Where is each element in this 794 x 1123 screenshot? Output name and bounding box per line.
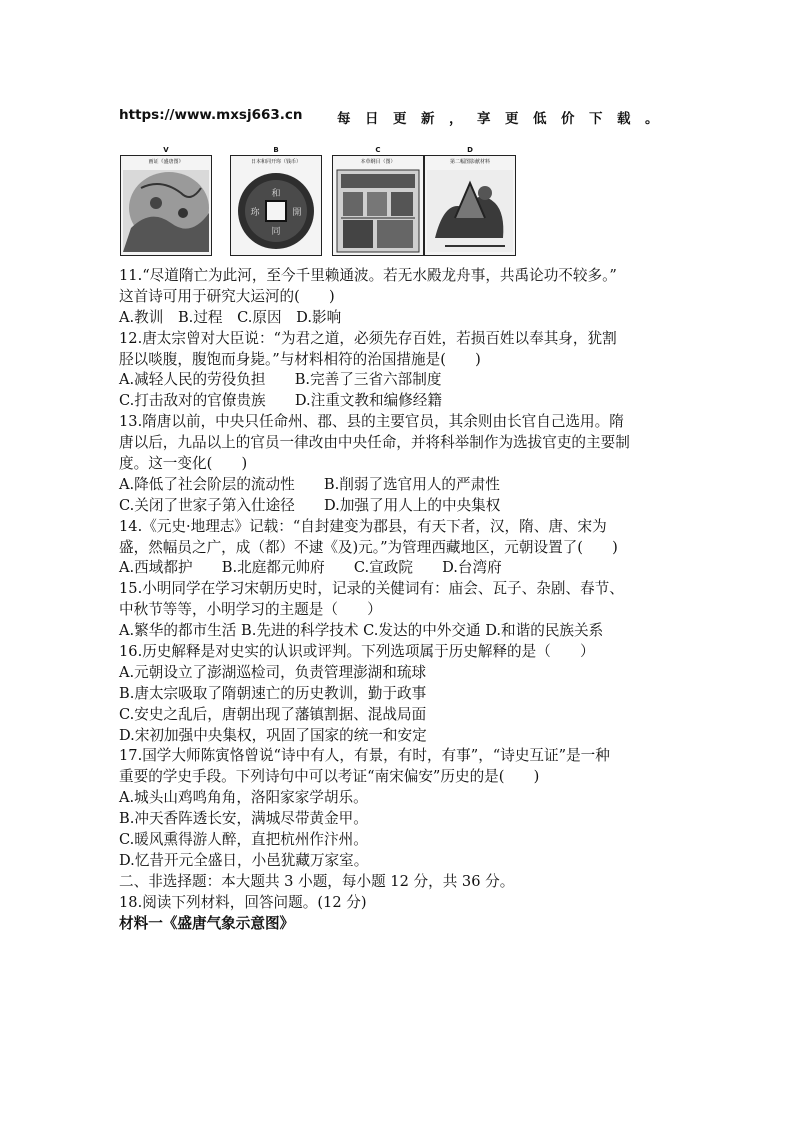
text-line: 16.历史解释是对史实的认识或评判。下列选项属于历史解释的是（ ） <box>119 643 595 661</box>
svg-text:同: 同 <box>271 227 281 237</box>
text-line: B.冲天香阵透长安，满城尽带黄金甲。 <box>119 810 368 828</box>
figure-b <box>230 146 322 256</box>
figure-caption: 本草纲目（图） <box>360 159 396 165</box>
figure-caption: 第二幅图影献材料 <box>449 159 490 165</box>
text-line: 12.唐太宗曾对大臣说：“为君之道，必须先存百姓，若损百姓以奉其身，犹割 <box>119 329 617 347</box>
text-line: A.繁华的都市生活 B.先进的科学技术 C.发达的中外交通 D.和谐的民族关系 <box>119 622 604 640</box>
text-line: 中秋节等等，小明学习的主题是（ ） <box>119 601 382 619</box>
svg-text:和: 和 <box>271 189 281 199</box>
option-figures <box>120 146 510 258</box>
page-header <box>119 107 679 129</box>
text-line: 18.阅读下列材料，回答问题。(12 分) <box>119 893 367 911</box>
text-line: C.打击敌对的官僚贵族 D.注重文教和编修经籍 <box>119 392 442 410</box>
text-line: 17.国学大师陈寅恪曾说“诗中有人，有景，有时，有事”，“诗史互证”是一种 <box>119 747 610 765</box>
coin-image-icon <box>231 168 321 254</box>
text-line: 二、非选择题：本大题共 3 小题，每小题 12 分，共 36 分。 <box>119 872 515 890</box>
text-line: D.忆昔开元全盛日，小邑犹藏万家室。 <box>119 851 369 869</box>
text-line: C.关闭了世家子第入仕途径 D.加强了用人上的中央集权 <box>119 496 501 514</box>
figure-frame <box>332 155 424 256</box>
text-line: 15.小明同学在学习宋朝历史时，记录的关健词有：庙会、瓦子、杂剧、春节、 <box>119 580 624 598</box>
map-image-icon <box>121 168 211 254</box>
text-line: A.降低了社会阶层的流动性 B.削弱了选官用人的严肃性 <box>119 475 500 493</box>
figure-caption: 日本和同开珎（钱币） <box>250 159 301 165</box>
text-line: 13.隋唐以前，中央只任命州、郡、县的主要官员，其余则由长官自己选用。隋 <box>119 413 624 431</box>
text-line: 胫以啖腹，腹饱而身毙。”与材料相符的治国措施是( ) <box>119 350 481 368</box>
text-line: 唐以后，九品以上的官员一律改由中央任命，并将科举制作为选拔官吏的主要制 <box>119 434 630 452</box>
figure-letter: C <box>375 146 381 154</box>
figure-caption: 画证《盛唐图》 <box>148 159 184 165</box>
sketch-image-icon <box>425 168 515 254</box>
text-line: D.宋初加强中央集权，巩固了国家的统一和安定 <box>119 726 427 744</box>
text-line: A.西域都护 B.北庭都元帅府 C.宣政院 D.台湾府 <box>119 559 502 577</box>
text-line: B.唐太宗吸取了隋朝速亡的历史教训，勤于政事 <box>119 684 427 702</box>
text-line: A.教训 B.过程 C.原因 D.影响 <box>119 308 342 326</box>
figure-letter: D <box>467 146 473 154</box>
website-url-link[interactable]: https://www.mxsj663.cn <box>119 107 303 123</box>
material-title: 材料一《盛唐气象示意图》 <box>119 914 295 932</box>
text-line: A.减轻人民的劳役负担 B.完善了三省六部制度 <box>119 371 442 389</box>
text-line: 14.《元史·地理志》记载：“自封建变为郡县，有天下者，汉，隋、唐、宋为 <box>119 517 607 535</box>
figure-frame <box>424 155 516 256</box>
svg-text:珎: 珎 <box>250 208 260 218</box>
question-content <box>119 266 685 935</box>
svg-text:開: 開 <box>292 208 302 218</box>
text-line: 度。这一变化( ) <box>119 455 248 473</box>
book-page-image-icon <box>333 168 423 254</box>
figure-c <box>332 146 424 256</box>
text-line: A.元朝设立了澎湖巡检司，负责管理澎湖和琉球 <box>119 663 427 681</box>
text-line: 盛，然幅员之广，成（都）不逮《及)元。”为管理西藏地区，元朝设置了( ) <box>119 538 618 556</box>
text-line: A.城头山鸡鸣角角，洛阳家家学胡乐。 <box>119 789 368 807</box>
text-line: 这首诗可用于研究大运河的( ) <box>119 287 335 305</box>
text-line: C.安史之乱后，唐朝出现了藩镇割据、混战局面 <box>119 705 427 723</box>
figure-letter: B <box>273 146 279 154</box>
figure-d <box>424 146 516 256</box>
figure-frame <box>230 155 322 256</box>
text-line: 11.“尽道隋亡为此河，至今千里赖通波。若无水殿龙舟事，共禹论功不较多。” <box>119 267 617 284</box>
figure-frame <box>120 155 212 256</box>
text-line: C.暖风熏得游人醉，直把杭州作汴州。 <box>119 831 368 849</box>
figure-v <box>120 146 212 256</box>
text-line: 重要的学史手段。下列诗句中可以考证“南宋偏安”历史的是( ) <box>119 768 540 786</box>
figure-letter: V <box>163 146 169 154</box>
header-slogan: 每日更新，享更低价下载。 <box>337 111 673 127</box>
